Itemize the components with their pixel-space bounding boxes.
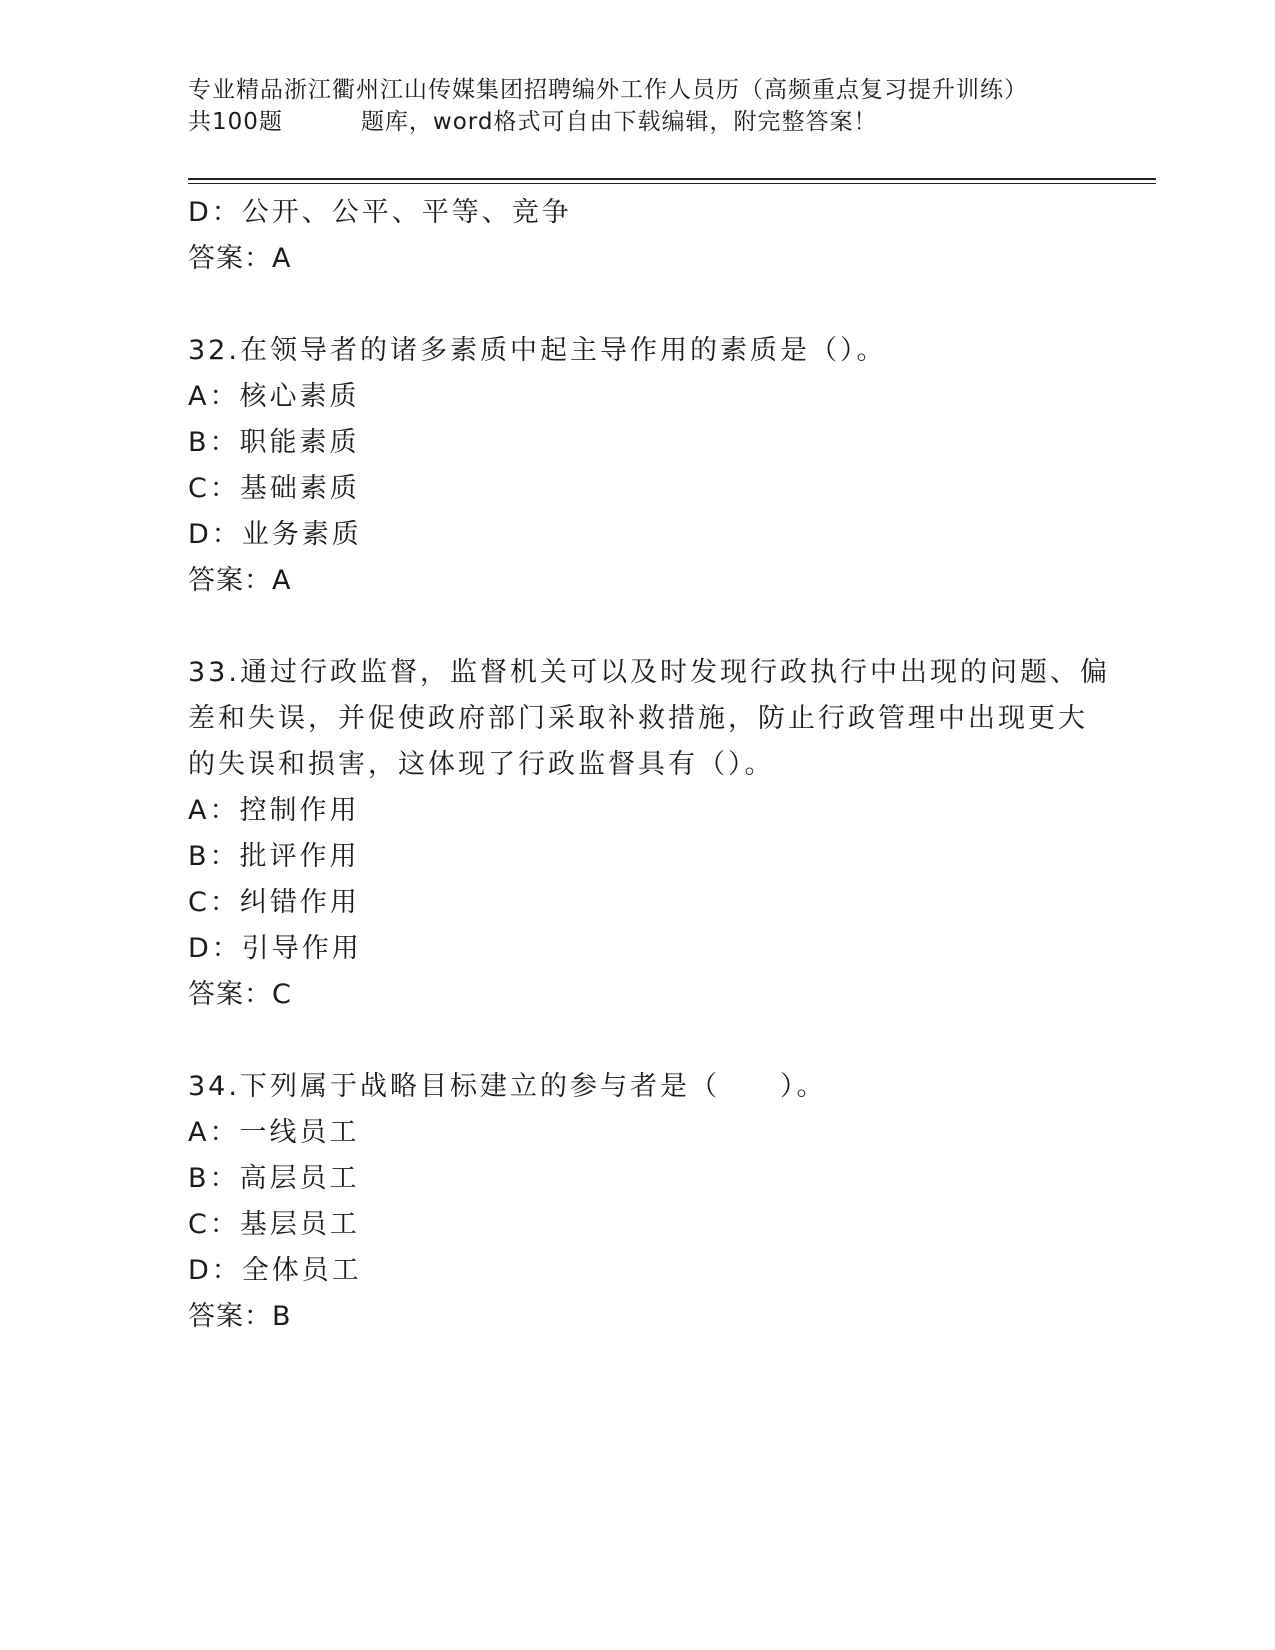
question-stem-line-1: 33.通过行政监督，监督机关可以及时发现行政执行中出现的问题、偏 bbox=[188, 657, 1110, 688]
option-b: B：高层员工 bbox=[188, 1163, 360, 1194]
question-content bbox=[188, 190, 1110, 1340]
header-title: 专业精品浙江衢州江山传媒集团招聘编外工作人员历（高频重点复习提升训练） bbox=[188, 77, 1028, 103]
option-d: D：引导作用 bbox=[188, 933, 362, 964]
option-c: C：基础素质 bbox=[188, 473, 360, 504]
carryover-answer: 答案：A bbox=[188, 243, 292, 274]
question-34 bbox=[188, 1064, 1088, 1340]
option-a: A：一线员工 bbox=[188, 1117, 360, 1148]
option-d: D：全体员工 bbox=[188, 1255, 362, 1286]
header-description: 题库，word格式可自由下载编辑，附完整答案！ bbox=[360, 109, 878, 135]
question-33 bbox=[188, 650, 1110, 1018]
option-c: C：纠错作用 bbox=[188, 887, 360, 918]
answer: 答案：C bbox=[188, 979, 292, 1010]
answer: 答案：B bbox=[188, 1301, 292, 1332]
question-stem: 32.在领导者的诸多素质中起主导作用的素质是（）。 bbox=[188, 335, 887, 366]
question-stem: 34.下列属于战略目标建立的参与者是（ ）。 bbox=[188, 1071, 827, 1102]
question-stem-line-3: 的失误和损害，这体现了行政监督具有（）。 bbox=[188, 749, 775, 780]
question-stem-line-2: 差和失误，并促使政府部门采取补救措施，防止行政管理中出现更大 bbox=[188, 703, 1088, 734]
page-header bbox=[188, 74, 1148, 138]
carryover-option-d: D：公开、公平、平等、竞争 bbox=[188, 197, 572, 228]
option-d: D：业务素质 bbox=[188, 519, 362, 550]
option-a: A：核心素质 bbox=[188, 381, 360, 412]
spacer bbox=[188, 282, 1088, 328]
option-b: B：职能素质 bbox=[188, 427, 360, 458]
header-rule-thin bbox=[188, 183, 1156, 184]
option-a: A：控制作用 bbox=[188, 795, 360, 826]
header-question-count: 共100题 bbox=[188, 109, 283, 135]
question-32 bbox=[188, 328, 1088, 604]
header-rule-thick bbox=[188, 178, 1156, 180]
option-c: C：基层员工 bbox=[188, 1209, 360, 1240]
header-subtitle bbox=[188, 106, 1148, 138]
spacer bbox=[188, 1018, 1088, 1064]
answer: 答案：A bbox=[188, 565, 292, 596]
option-b: B：批评作用 bbox=[188, 841, 360, 872]
spacer bbox=[188, 604, 1088, 650]
